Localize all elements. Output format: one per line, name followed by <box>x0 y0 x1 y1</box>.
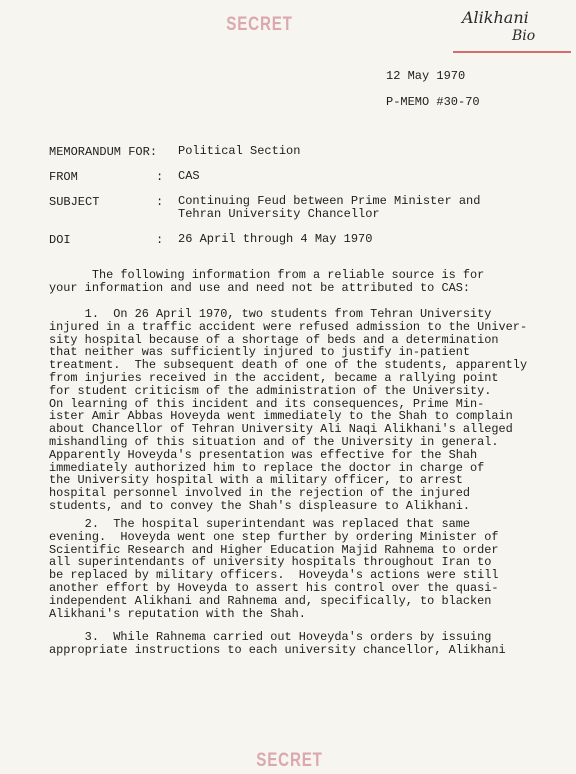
subject-line-1: Continuing Feud between Prime Minister and <box>178 194 481 208</box>
text-line: the University hospital with a military officer, to arrest <box>49 473 463 488</box>
secret-stamp-top: SECRET <box>226 14 293 35</box>
from-colon: : <box>156 170 164 184</box>
doi-colon: : <box>156 233 164 247</box>
memorandum-for-value: Political Section <box>178 144 301 158</box>
paragraph-1 <box>49 308 549 513</box>
text-line: appropriate instructions to each university chancellor, Alikhani <box>49 642 506 657</box>
secret-stamp-bottom: SECRET <box>256 750 323 771</box>
text-line: immediately authorized him to replace the doctor in charge of <box>49 460 485 475</box>
handwritten-note-bio: Bio <box>512 28 536 44</box>
text-line: students, and to convey the Shah's displeasure to Alikhani. <box>49 498 470 513</box>
text-line: from injuries received in the accident, became a rallying point <box>49 370 499 385</box>
paragraph-2 <box>49 518 549 620</box>
text-line: On learning of this incident and its consequences, Prime Min- <box>49 396 485 411</box>
text-line: all superintendants of university hospitals throughout Iran to <box>49 555 492 570</box>
doi-label: DOI <box>49 233 71 247</box>
text-line: treatment. The subsequent death of one of the students, apparently <box>49 358 528 373</box>
memorandum-for-label: MEMORANDUM FOR: <box>49 145 158 159</box>
handwritten-note-name: Alikhani <box>462 8 529 27</box>
memo-date: 12 May 1970 <box>386 69 466 83</box>
text-line: another effort by Hoveyda to assert his control over the quasi- <box>49 580 499 595</box>
text-line: ister Amir Abbas Hoveyda went immediately to the Shah to complain <box>49 409 513 424</box>
text-line: hospital personnel involved in the rejection of the injured <box>49 486 470 501</box>
text-line: sity hospital because of a shortage of beds and a determination <box>49 332 499 347</box>
text-line: be replaced by military officers. Hoveyda's actions were still <box>49 568 499 583</box>
subject-colon: : <box>156 195 164 209</box>
text-line: about Chancellor of Tehran University Ali Naqi Alikhani's alleged <box>49 422 513 437</box>
text-line: Apparently Hoveyda's presentation was effective for the Shah <box>49 447 478 462</box>
text-line: The following information from a reliable source is for <box>49 268 485 282</box>
paragraph-3 <box>49 631 549 657</box>
subject-line-2: Tehran University Chancellor <box>178 207 380 221</box>
text-line: Scientific Research and Higher Education Majid Rahnema to order <box>49 542 499 557</box>
text-line: evening. Hoveyda went one step further by ordering Minister of <box>49 529 499 544</box>
text-line: mishandling of this situation and of the University in general. <box>49 434 499 449</box>
from-label: FROM <box>49 170 78 184</box>
doi-value: 26 April through 4 May 1970 <box>178 232 373 246</box>
from-value: CAS <box>178 169 200 183</box>
text-line: 3. While Rahnema carried out Hoveyda's orders by issuing <box>49 630 492 644</box>
text-line: 1. On 26 April 1970, two students from Tehran University <box>49 307 492 321</box>
text-line: your information and use and need not be attributed to CAS: <box>49 280 470 295</box>
text-line: injured in a traffic accident were refused admission to the Univer- <box>49 319 528 334</box>
text-line: 2. The hospital superintendant was replaced that same <box>49 517 470 531</box>
intro-paragraph <box>49 269 549 295</box>
red-underline <box>453 51 571 53</box>
text-line: that neither was sufficiently injured to justify in-patient <box>49 345 470 360</box>
memo-number: P-MEMO #30-70 <box>386 95 480 109</box>
text-line: for student criticism of the administration of the University. <box>49 383 492 398</box>
subject-label: SUBJECT <box>49 195 100 209</box>
text-line: independent Alikhani and Rahnema and, specifically, to blacken <box>49 593 492 608</box>
text-line: Alikhani's reputation with the Shah. <box>49 606 306 621</box>
